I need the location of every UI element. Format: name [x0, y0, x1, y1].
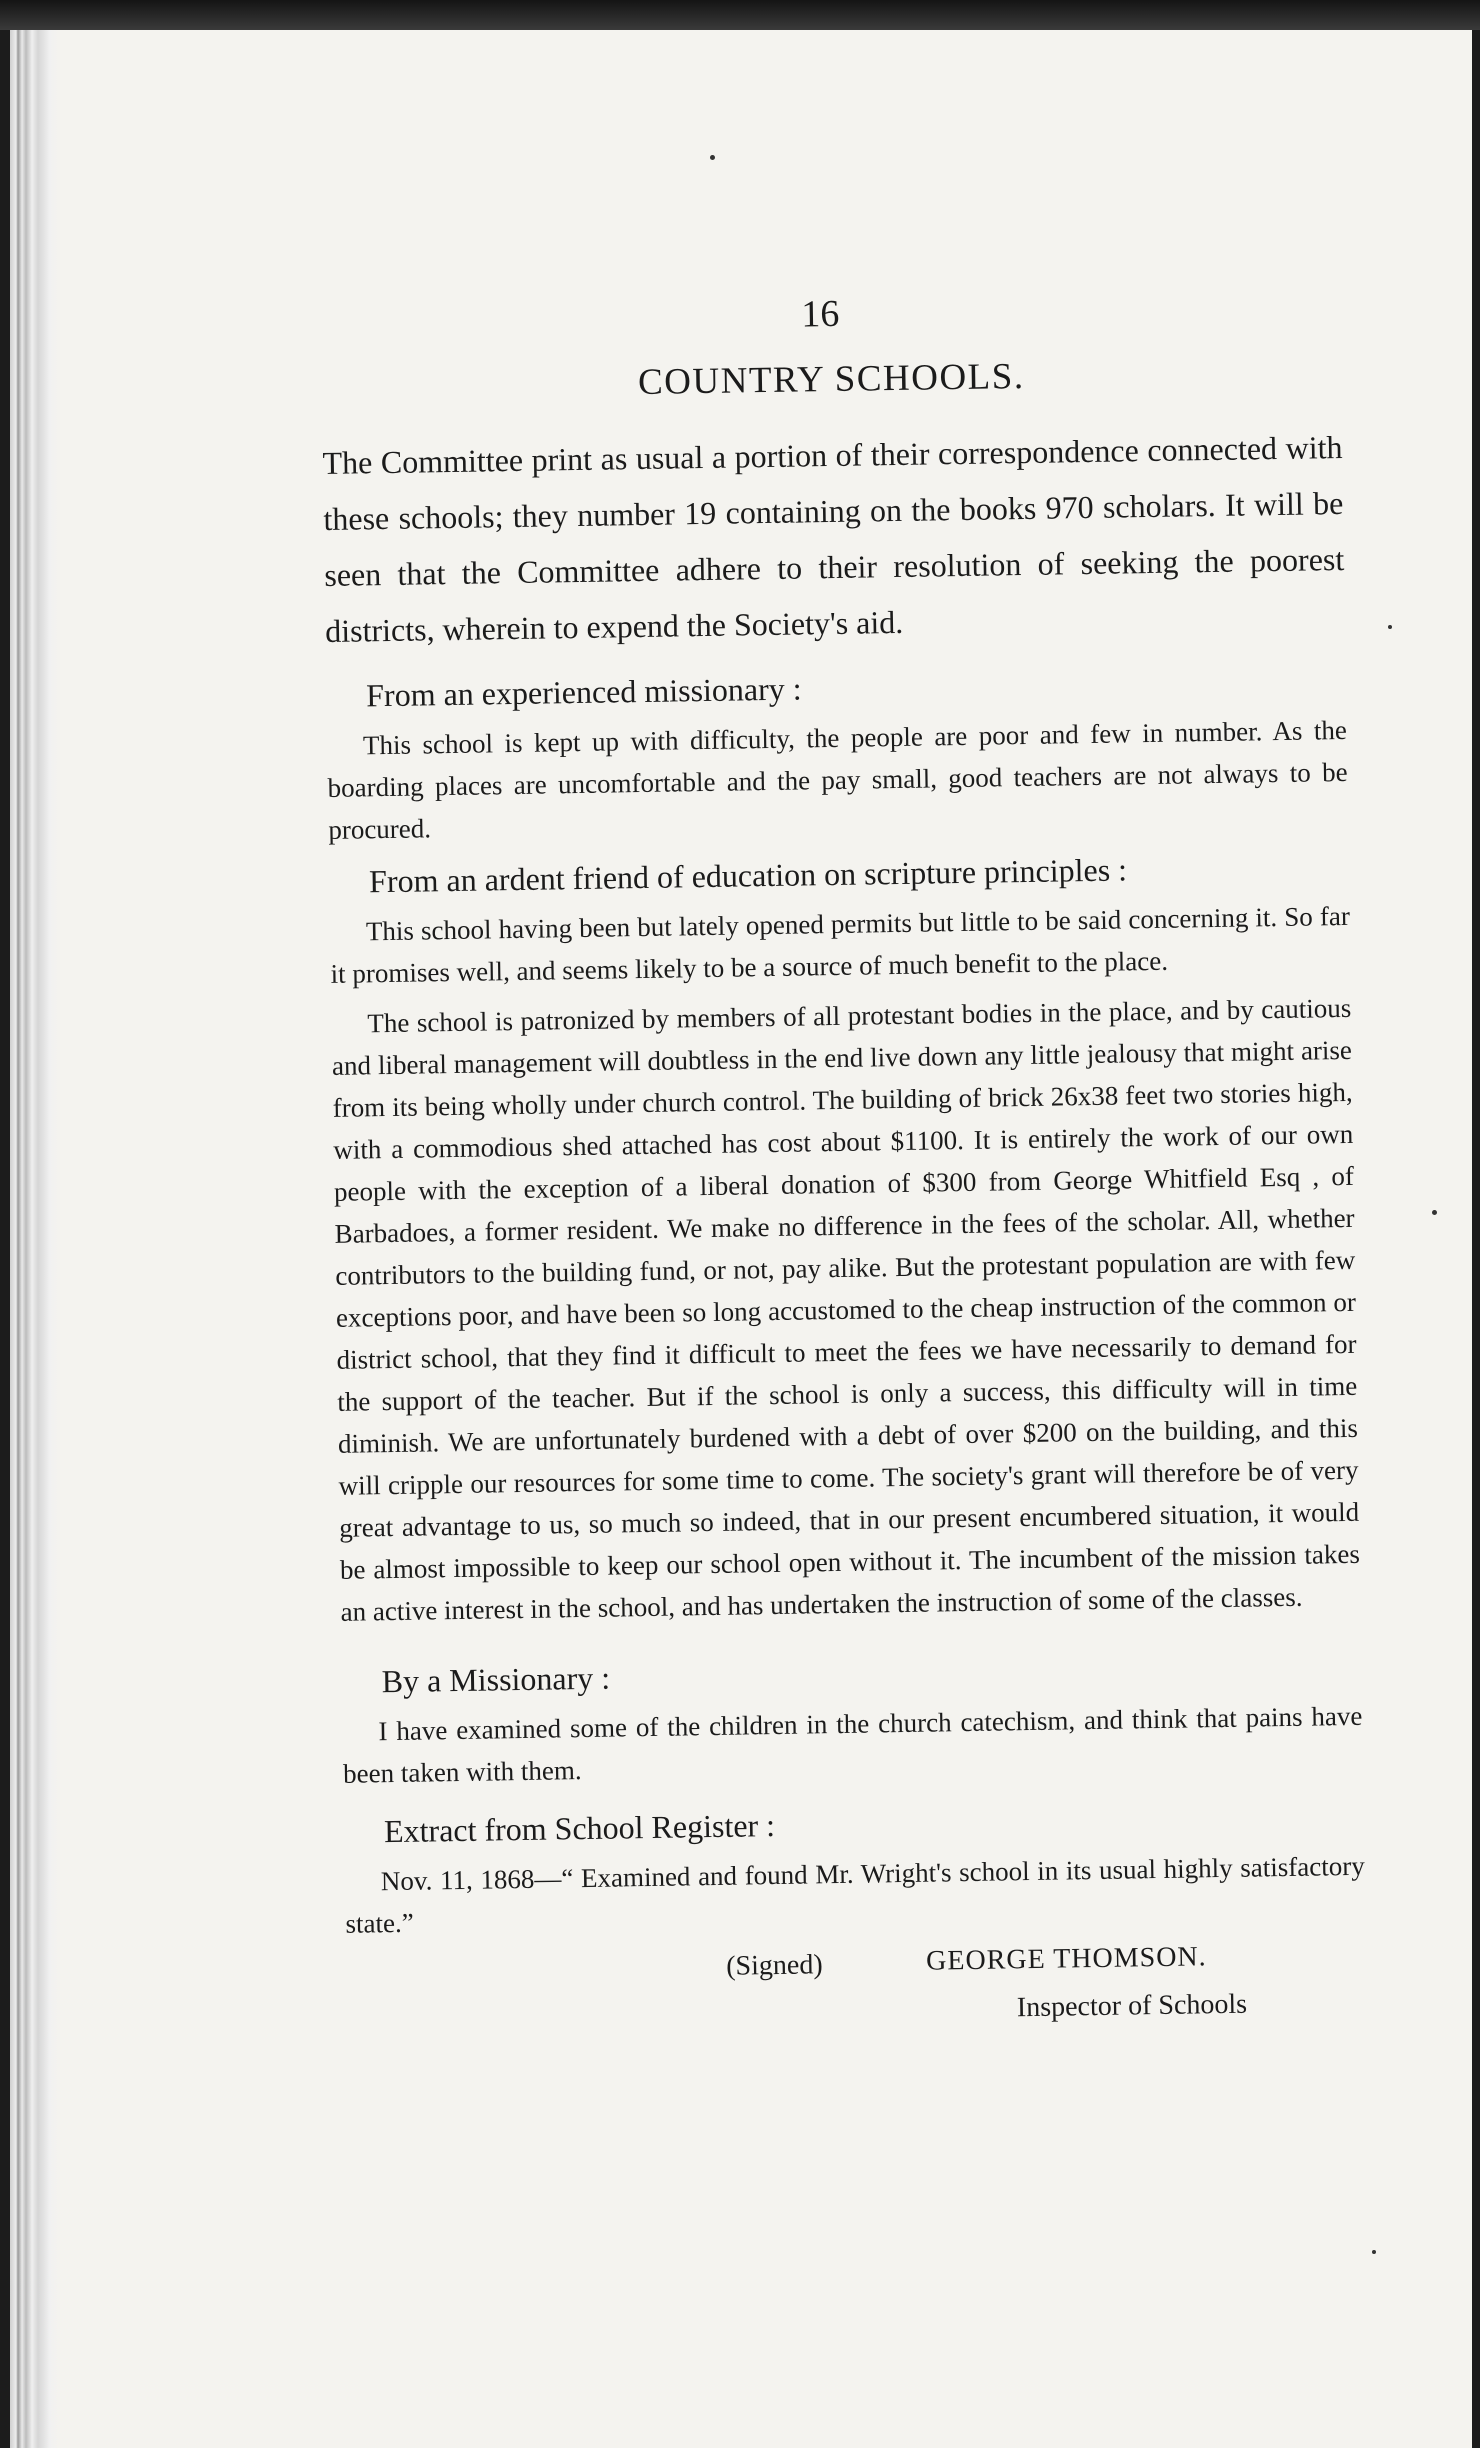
- section-title: COUNTRY SCHOOLS.: [637, 355, 1025, 404]
- signer-title: Inspector of Schools: [1016, 1988, 1248, 2024]
- heading-by-missionary: By a Missionary :: [381, 1659, 611, 1700]
- signed-label: (Signed): [725, 1949, 823, 1982]
- scan-speck: [710, 155, 715, 160]
- scan-top-edge: [0, 0, 1480, 30]
- heading-experienced-missionary: From an experienced missionary :: [365, 670, 802, 714]
- intro-paragraph: The Committee print as usual a portion of their correspondence connected with these schools; they number 19 containing on the books 970 scholars. It will be seen that the Committee adhere to their resolution of seeking the poorest districts, wherein to expend the Society's aid.: [322, 428, 1345, 649]
- page-content: [320, 284, 1388, 2063]
- scan-speck: [1372, 2250, 1376, 2254]
- heading-ardent-friend: From an ardent friend of education on scripture principles :: [368, 851, 1128, 900]
- heading-school-register: Extract from School Register :: [383, 1807, 776, 1850]
- page-binding-edge: [10, 30, 58, 2448]
- letter-ardent-friend-part-2: The school is patronized by members of all protestant bodies in the place, and by cautious and liberal management will doubtless in the end live down any little jealousy that might arise from its being wholly under church control. The building of brick 26x38 feet two stories high, with a commodious shed attached has cost about $1100. It is entirely the work of our own people with the exception of a liberal donation of $300 from George Whitfield Esq , of Barbadoes, a former resident. We make no difference in the fees of the scholar. All, whether contributors to the building fund, or not, pay alike. But the protestant population are with few exceptions poor, and have been so long accustomed to the cheap instruction of the common or district school, that they find it difficult to meet the fees we have necessarily to demand for the support of the teacher. But if the school is only a success, this difficulty will in time diminish. We are unfortunately burdened with a debt of over $200 on the building, and this will cripple our resources for some time to come. The society's grant will therefore be of very great advantage to us, so much so indeed, that in our present encumbered situation, it would be almost impossible to keep our school open without it. The incumbent of the mission takes an active interest in the school, and has undertaken the instruction of some of the classes.: [331, 992, 1361, 1627]
- school-register-extract: Nov. 11, 1868—“ Examined and found Mr. Wright's school in its usual highly satisfactory state.”: [345, 1850, 1365, 1939]
- scan-speck: [1388, 625, 1392, 629]
- letter-by-missionary: I have examined some of the children in the church catechism, and think that pains have been taken with them.: [342, 1700, 1363, 1789]
- signer-name: GEORGE THOMSON.: [925, 1941, 1207, 1977]
- scan-speck: [1432, 1210, 1437, 1215]
- letter-ardent-friend-part-1: This school having been but lately opened permits but little to be said concerning it. So far it promises well, and seems likely to be a source of much benefit to the place.: [330, 900, 1351, 989]
- page-number: 16: [800, 292, 840, 336]
- letter-experienced-missionary: This school is kept up with difficulty, the people are poor and few in number. As the boarding places are uncomfortable and the pay small, good teachers are not always to be procured.: [327, 714, 1348, 845]
- signature-block: [346, 1937, 1368, 2063]
- book-page: [10, 30, 1472, 2448]
